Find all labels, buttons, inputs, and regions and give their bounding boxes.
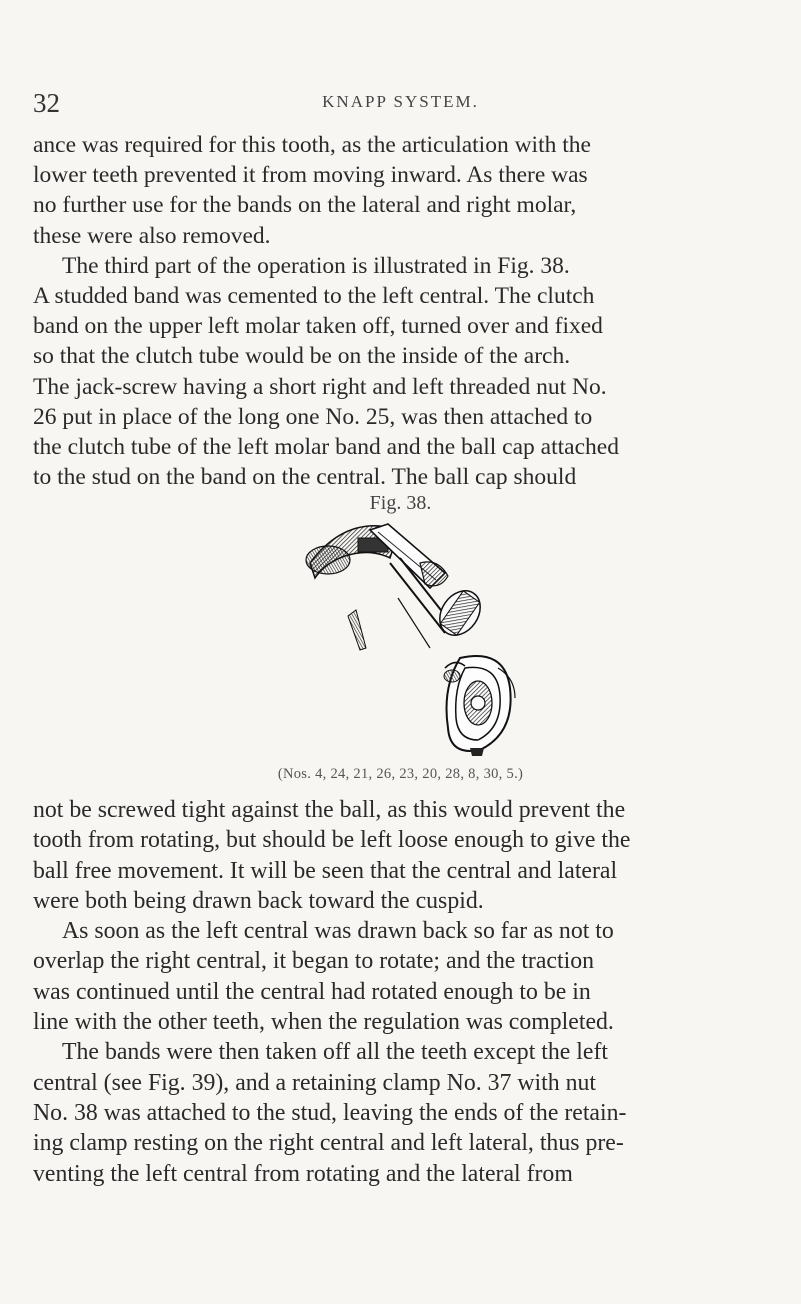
text-line: central (see Fig. 39), and a retaining clamp No. 37 with nut [33,1069,597,1096]
bottom-paragraph-block [33,795,773,1189]
text-line: The bands were then taken off all the teeth except the left [62,1039,608,1066]
text-line: so that the clutch tube would be on the inside of the arch. [33,343,571,370]
top-paragraph-block [33,130,773,492]
text-line: The third part of the operation is illustrated in Fig. 38. [62,252,570,279]
text-line: No. 38 was attached to the stud, leaving the ends of the retain- [33,1099,627,1126]
text-line: were both being drawn back toward the cuspid. [33,887,484,914]
figure-caption: (Nos. 4, 24, 21, 26, 23, 20, 28, 8, 30, 5.) [277,766,524,782]
text-line: line with the other teeth, when the regulation was completed. [33,1009,614,1036]
text-line: tooth from rotating, but should be left loose enough to give the [33,827,631,854]
running-head: KNAPP SYSTEM. [322,92,479,111]
text-line: lower teeth prevented it from moving inward. As there was [33,162,588,189]
text-line: 26 put in place of the long one No. 25, was then attached to [33,403,593,430]
text-line: overlap the right central, it began to rotate; and the traction [33,948,594,975]
text-line: no further use for the bands on the lateral and right molar, [33,192,577,219]
text-line: venting the left central from rotating and the lateral from [33,1160,573,1187]
dental-appliance-illustration [270,518,550,758]
page-number: 32 [33,88,60,118]
text-line: band on the upper left molar taken off, turned over and fixed [33,313,603,340]
figure-label: Fig. 38. [369,492,432,514]
text-line: The jack-screw having a short right and left threaded nut No. [33,373,607,400]
page-header [0,88,801,128]
text-line: ance was required for this tooth, as the articulation with the [33,132,591,158]
text-line: the clutch tube of the left molar band and the ball cap attached [33,434,619,461]
text-line: ing clamp resting on the right central and left lateral, thus pre- [33,1130,624,1157]
text-line: A studded band was cemented to the left central. The clutch [33,283,595,310]
text-line: As soon as the left central was drawn back so far as not to [62,918,614,945]
text-line: to the stud on the band on the central. The ball cap should [33,464,577,491]
text-line: was continued until the central had rotated enough to be in [33,978,591,1005]
text-line: ball free movement. It will be seen that the central and lateral [33,857,618,884]
text-line: not be screwed tight against the ball, as this would prevent the [33,797,626,823]
text-line: these were also removed. [33,222,271,249]
